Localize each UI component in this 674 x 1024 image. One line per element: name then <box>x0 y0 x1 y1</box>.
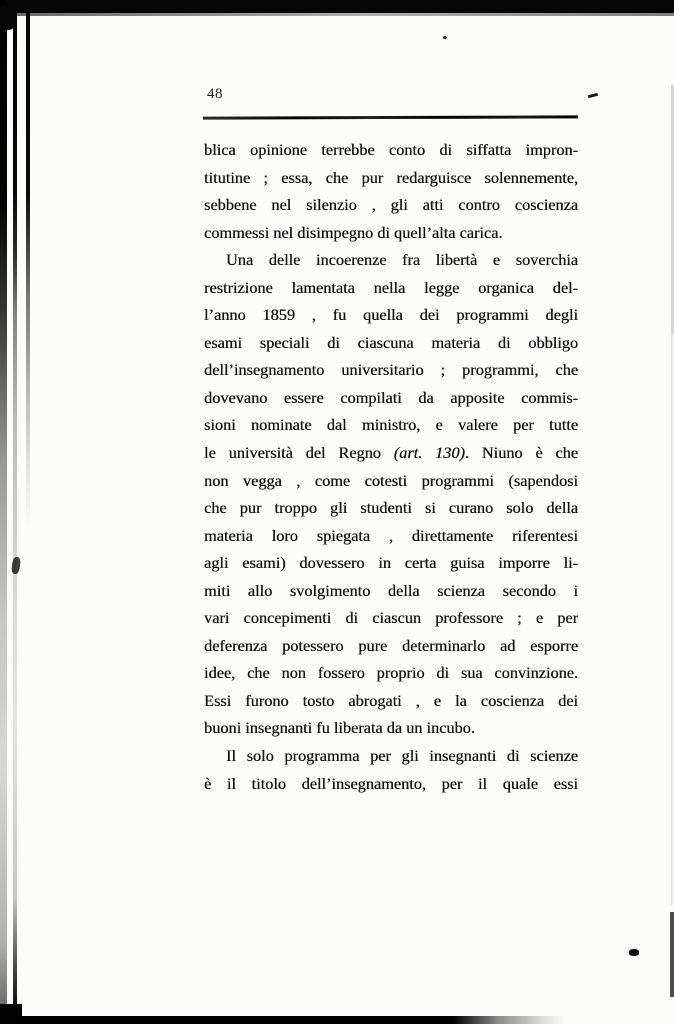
paragraph <box>204 246 578 742</box>
scan-binding-edge <box>0 0 7 1024</box>
text-line: vari concepimenti di ciascun professore ; e per <box>204 608 578 628</box>
paragraph <box>204 136 578 246</box>
text-line: esami speciali di ciascuna materia di obbligo <box>204 332 578 352</box>
text-line: le università del Regno (art. 130). Niuno è che <box>204 443 578 463</box>
text-line: miti allo svolgimento della scienza secondo i <box>204 580 578 600</box>
text-line: commessi nel disimpegno di quell’alta carica. <box>204 222 503 242</box>
scan-bottom-corner-blob <box>0 1004 22 1024</box>
text-line: materia loro spiegata , direttamente riferentesi <box>204 525 578 545</box>
text-line: titutine ; essa, che pur redarguisce solennemente, <box>204 167 578 187</box>
text-line: sioni nominate dal ministro, e valere per tutte <box>204 415 578 435</box>
scan-speck-left-margin <box>11 557 21 575</box>
text-line: sebbene nel silenzio , gli atti contro coscienza <box>204 195 578 215</box>
text-line: Il solo programma per gli insegnanti di scienze <box>226 746 578 766</box>
text-line: idee, che non fossero proprio di sua convinzione. <box>204 663 578 683</box>
scan-speck-top <box>443 36 447 39</box>
text-line: è il titolo dell’insegnamento, per il quale essi <box>204 773 578 793</box>
scan-edge-top-shadow <box>0 13 674 16</box>
text-line: restrizione lamentata nella legge organica del- <box>204 277 578 297</box>
scan-corner-blob <box>0 6 17 30</box>
scan-edge-right-mid <box>671 335 673 905</box>
text-line: agli esami) dovessero in certa guisa imporre li- <box>204 553 578 573</box>
scan-page-edge-line-2 <box>26 13 30 533</box>
scan-speck-bottom-right <box>629 949 639 956</box>
scan-speck-header <box>588 93 598 98</box>
paragraph <box>204 742 578 797</box>
scan-edge-right-bottom <box>670 912 674 997</box>
page-text <box>204 136 578 797</box>
text-line: dell’insegnamento universitario ; programmi, che <box>204 360 578 380</box>
text-line: Una delle incoerenze fra libertà e soverchia <box>226 250 578 270</box>
text-line: non vegga , come cotesti programmi (sapendosi <box>204 470 578 490</box>
page-number: 48 <box>207 86 223 102</box>
header-rule <box>203 115 578 119</box>
text-line: dovevano essere compilati da apposite commis- <box>204 387 578 407</box>
text-line: Essi furono tosto abrogati , e la coscienza dei <box>204 690 578 710</box>
text-line: blica opinione terrebbe conto di siffatta impron- <box>204 140 578 159</box>
text-line: buoni insegnanti fu liberata da un incubo. <box>204 718 475 738</box>
text-line: che pur troppo gli studenti si curano solo della <box>204 498 578 518</box>
text-line: deferenza potessero pure determinarlo ad esporre <box>204 635 578 655</box>
scan-edge-top <box>0 0 674 13</box>
scan-page-edge-line-1 <box>13 13 17 1018</box>
text-line: l’anno 1859 , fu quella dei programmi degli <box>204 305 578 325</box>
scan-edge-bottom <box>0 1016 566 1024</box>
